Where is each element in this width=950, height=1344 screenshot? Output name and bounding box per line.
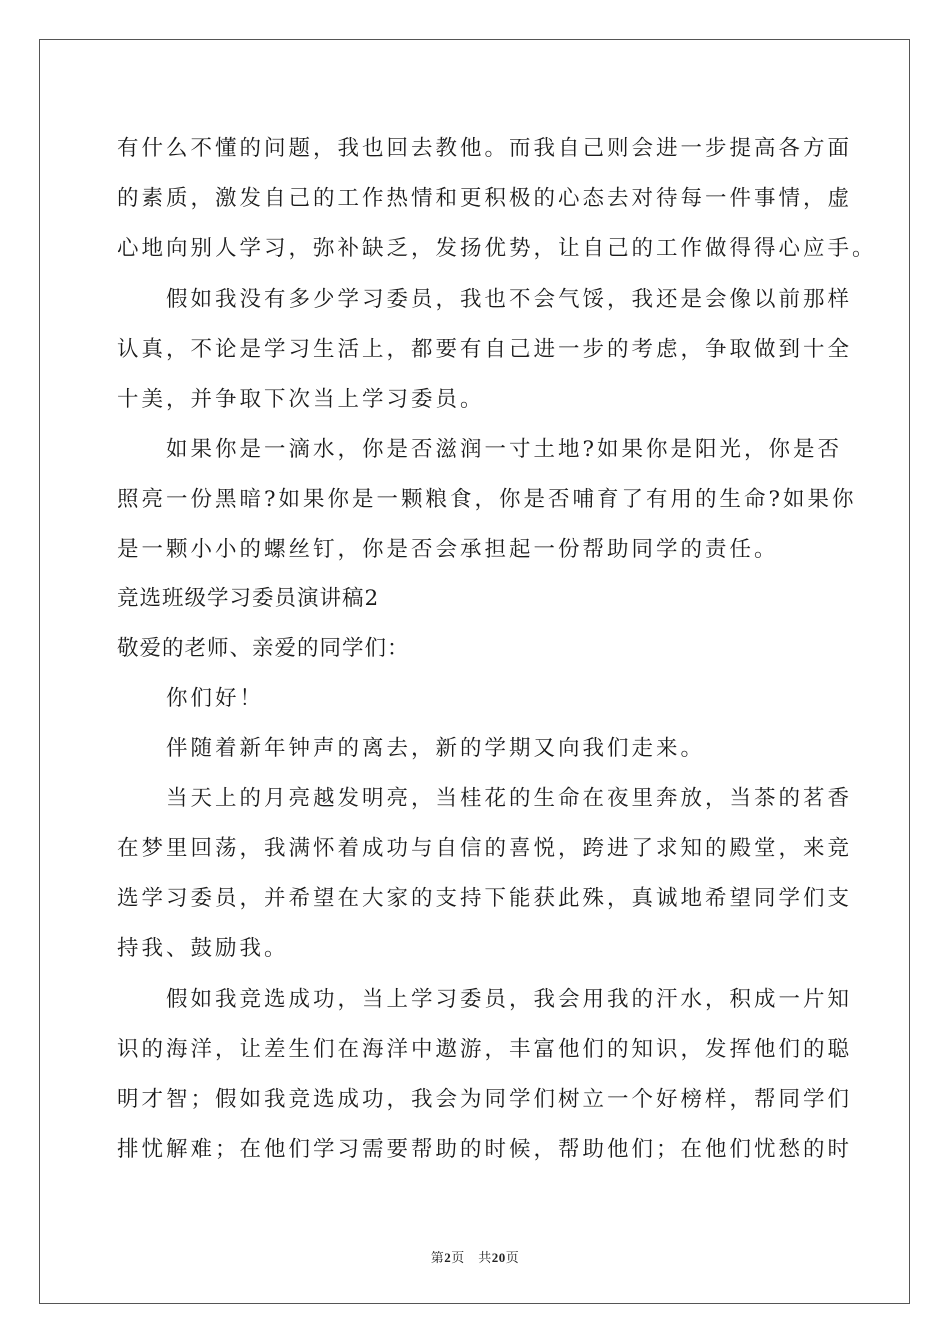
- current-page-number: 2: [444, 1250, 452, 1265]
- footer-prefix: 第: [430, 1251, 445, 1266]
- text-line: 是一颗小小的螺丝钉，你是否会承担起一份帮助同学的责任。: [117, 537, 779, 562]
- greeting: 你们好！: [117, 686, 265, 711]
- footer-mid: 页 共: [451, 1251, 492, 1266]
- text-line: 排忧解难；在他们学习需要帮助的时候，帮助他们；在他们忧愁的时: [117, 1137, 853, 1162]
- text-line: 认真，不论是学习生活上，都要有自己进一步的考虑，争取做到十全: [117, 337, 853, 362]
- text-line: 明才智；假如我竞选成功，我会为同学们树立一个好榜样，帮同学们: [117, 1087, 853, 1112]
- text-line: 有什么不懂的问题，我也回去教他。而我自己则会进一步提高各方面: [117, 136, 853, 161]
- text-line: 识的海洋，让差生们在海洋中遨游，丰富他们的知识，发挥他们的聪: [117, 1037, 853, 1062]
- paragraph-start: 假如我没有多少学习委员，我也不会气馁，我还是会像以前那样: [117, 287, 853, 312]
- text-line: 十美，并争取下次当上学习委员。: [117, 387, 485, 412]
- paragraph-start: 假如我竞选成功，当上学习委员，我会用我的汗水，积成一片知: [117, 987, 853, 1012]
- paragraph-start: 当天上的月亮越发明亮，当桂花的生命在夜里奔放，当茶的茗香: [117, 786, 853, 811]
- text-line: 的素质，激发自己的工作热情和更积极的心态去对待每一件事情，虚: [117, 186, 853, 211]
- total-pages-number: 20: [491, 1250, 506, 1265]
- paragraph-start: 伴随着新年钟声的离去，新的学期又向我们走来。: [117, 736, 706, 761]
- text-line: 持我、鼓励我。: [117, 936, 289, 961]
- text-line: 在梦里回荡，我满怀着成功与自信的喜悦，跨进了求知的殿堂，来竞: [117, 836, 853, 861]
- paragraph-start: 如果你是一滴水，你是否滋润一寸土地?如果你是阳光，你是否: [117, 437, 843, 462]
- text-line: 照亮一份黑暗?如果你是一颗粮食，你是否哺育了有用的生命?如果你: [117, 487, 857, 512]
- footer-suffix: 页: [505, 1251, 520, 1266]
- salutation: 敬爱的老师、亲爱的同学们：: [117, 636, 410, 661]
- page-footer: [0, 1247, 950, 1266]
- text-line: 心地向别人学习，弥补缺乏，发扬优势，让自己的工作做得得心应手。: [117, 236, 877, 261]
- section-title: 竞选班级学习委员演讲稿2: [117, 586, 380, 611]
- text-line: 选学习委员，并希望在大家的支持下能获此殊，真诚地希望同学们支: [117, 886, 853, 911]
